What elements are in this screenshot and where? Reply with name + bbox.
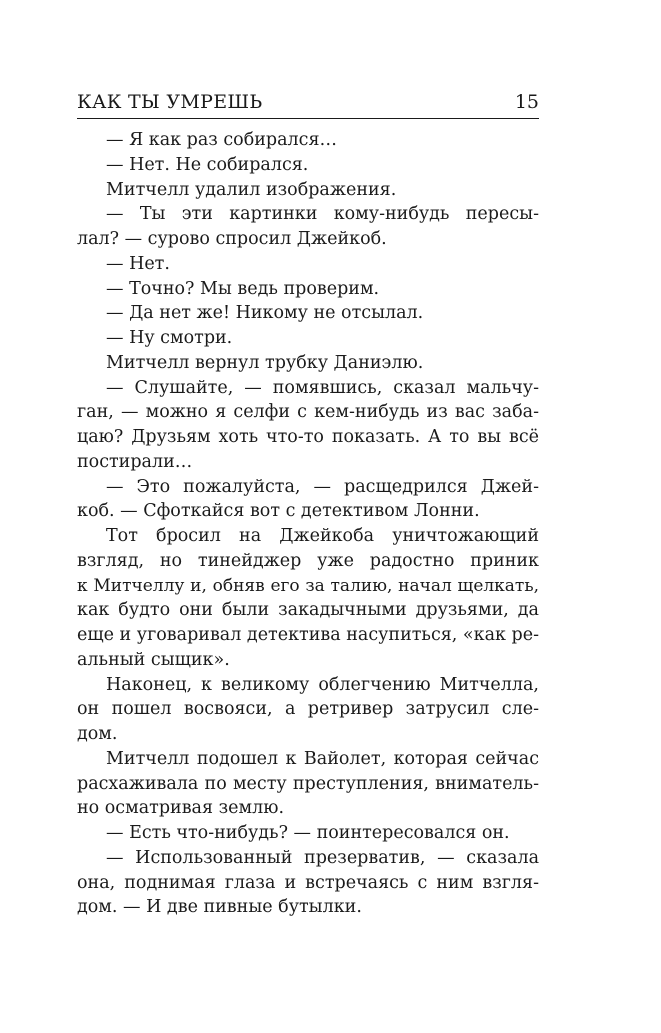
text-line: коб. — Сфоткайся вот с детективом Лонни. — [77, 501, 480, 522]
text-line: Наконец, к великому облегчению Митчелла, — [106, 674, 539, 695]
text-line: — Ты эти картинки кому-нибудь пересы- — [106, 204, 539, 225]
text-line: к Митчеллу и, обняв его за талию, начал щелкать, — [77, 575, 539, 596]
running-title: КАК ТЫ УМРЕШЬ — [77, 91, 263, 113]
text-line: постирали… — [77, 451, 193, 472]
text-line: Митчелл вернул трубку Даниэлю. — [106, 352, 424, 373]
text-line: — Нет. — [106, 253, 170, 274]
text-line: дом. — И две пивные бутылки. — [77, 897, 362, 918]
text-line: дом. — [77, 724, 118, 744]
text-line: расхаживала по месту преступления, вниматель- — [77, 773, 539, 794]
text-line: — Нет. Не собирался. — [106, 154, 309, 175]
text-line: — Да нет же! Никому не отсылал. — [106, 303, 424, 324]
running-header — [77, 88, 539, 119]
text-line: она, поднимая глаза и встречаясь с ним взгля- — [77, 872, 539, 893]
text-line: как будто они были закадычными друзьями, да — [77, 600, 539, 621]
text-line: — Точно? Мы ведь проверим. — [106, 278, 380, 299]
text-line: — Использованный презерватив, — сказала — [106, 847, 539, 868]
book-page — [77, 88, 539, 920]
text-line: лал? — сурово спросил Джейкоб. — [77, 229, 387, 249]
text-line: взгляд, но тинейджер уже радостно приник — [77, 550, 539, 571]
text-line: — Слушайте, — помявшись, сказал мальчу- — [106, 377, 539, 398]
text-line: Митчелл удалил изображения. — [106, 179, 397, 200]
text-line: альный сыщик». — [77, 649, 230, 670]
text-line: ган, — можно я селфи с кем-нибудь из вас заба- — [77, 402, 539, 423]
text-line: Митчелл подошел к Вайолет, которая сейчас — [106, 748, 539, 769]
text-line: но осматривая землю. — [77, 798, 285, 819]
text-line: — Это пожалуйста, — расщедрился Джей- — [106, 476, 539, 497]
text-line: он пошел восвояси, а ретривер затрусил сле- — [77, 699, 539, 720]
text-line: — Я как раз собирался… — [106, 130, 338, 150]
text-line: — Ну смотри. — [106, 328, 233, 348]
body-text — [77, 128, 539, 920]
text-line: Тот бросил на Джейкоба уничтожающий — [106, 526, 539, 546]
text-line: — Есть что-нибудь? — поинтересовался он. — [106, 823, 510, 843]
text-line: цаю? Друзьям хоть что-то показать. А то вы всё — [77, 427, 539, 447]
text-line: еще и уговаривал детектива насупиться, «как ре- — [77, 625, 539, 645]
page-number: 15 — [514, 91, 539, 113]
